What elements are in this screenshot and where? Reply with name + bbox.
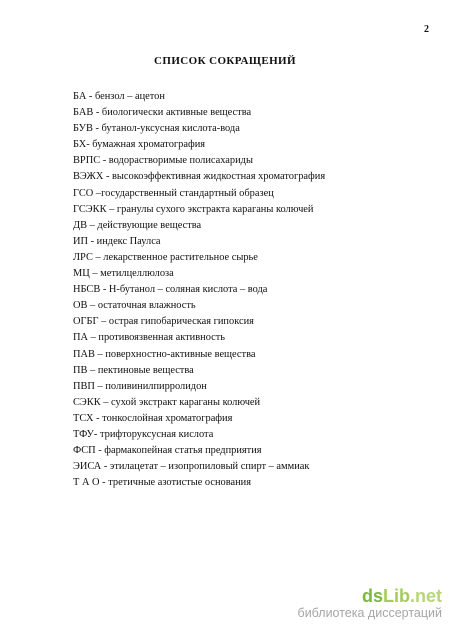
abbreviation-item: ТСХ - тонкослойная хроматография bbox=[73, 412, 233, 424]
abbreviation-item: БАВ - биологически активные вещества bbox=[73, 107, 252, 119]
abbreviation-item: ЛРС – лекарственное растительное сырье bbox=[73, 251, 258, 263]
abbreviation-item: ПВ – пектиновые вещества bbox=[73, 364, 194, 376]
abbreviation-item: БХ- бумажная хроматография bbox=[73, 139, 206, 151]
abbreviation-item: ОВ – остаточная влажность bbox=[73, 300, 196, 312]
page-number: 2 bbox=[424, 24, 429, 35]
abbreviation-item: ВРПС - водорастворимые полисахариды bbox=[73, 155, 253, 167]
abbreviation-item: БА - бензол – ацетон bbox=[73, 91, 165, 102]
dslib-logo: dsLib.net bbox=[361, 586, 442, 606]
abbreviation-item: МЦ – метилцеллюлоза bbox=[73, 268, 174, 280]
abbreviation-item: ТФУ- трифторуксусная кислота bbox=[73, 428, 214, 440]
abbreviation-item: ПА – противоязвенная активность bbox=[73, 332, 226, 344]
abbreviation-item: БУВ - бутанол-уксусная кислота-вода bbox=[73, 123, 240, 135]
abbreviation-item: ПАВ – поверхностно-активные вещества bbox=[73, 348, 256, 360]
dslib-subtitle: библиотека диссертаций bbox=[297, 606, 442, 620]
abbreviation-item: ОГБГ – острая гипобарическая гипоксия bbox=[73, 316, 254, 328]
abbreviation-item: ДВ – действующие вещества bbox=[73, 219, 202, 231]
abbreviation-item: ЭИСА - этилацетат – изопропиловый спирт – аммиак bbox=[73, 461, 310, 473]
abbreviation-item: ПВП – поливинилпирролидон bbox=[73, 380, 207, 392]
abbreviation-item: ФСП - фармакопейная статья предприятия bbox=[73, 445, 262, 457]
abbreviation-item: ГСО –государственный стандартный образец bbox=[73, 187, 274, 199]
abbreviation-item: ГСЭКК – гранулы сухого экстракта караганы колючей bbox=[73, 203, 314, 215]
page-title: СПИСОК СОКРАЩЕНИЙ bbox=[154, 55, 296, 67]
abbreviation-item: ВЭЖХ - высокоэффективная жидкостная хроматография bbox=[73, 171, 326, 183]
abbreviation-item: СЭКК – сухой экстракт караганы колючей bbox=[73, 396, 261, 408]
abbreviation-item: ИП - индекс Паулса bbox=[73, 235, 161, 247]
dslib-watermark bbox=[298, 586, 442, 621]
abbreviation-item: Т А О - третичные азотистые основания bbox=[73, 477, 252, 489]
abbreviation-item: НБСВ - Н-бутанол – соляная кислота – вода bbox=[73, 284, 268, 296]
abbreviation-list bbox=[73, 89, 325, 491]
